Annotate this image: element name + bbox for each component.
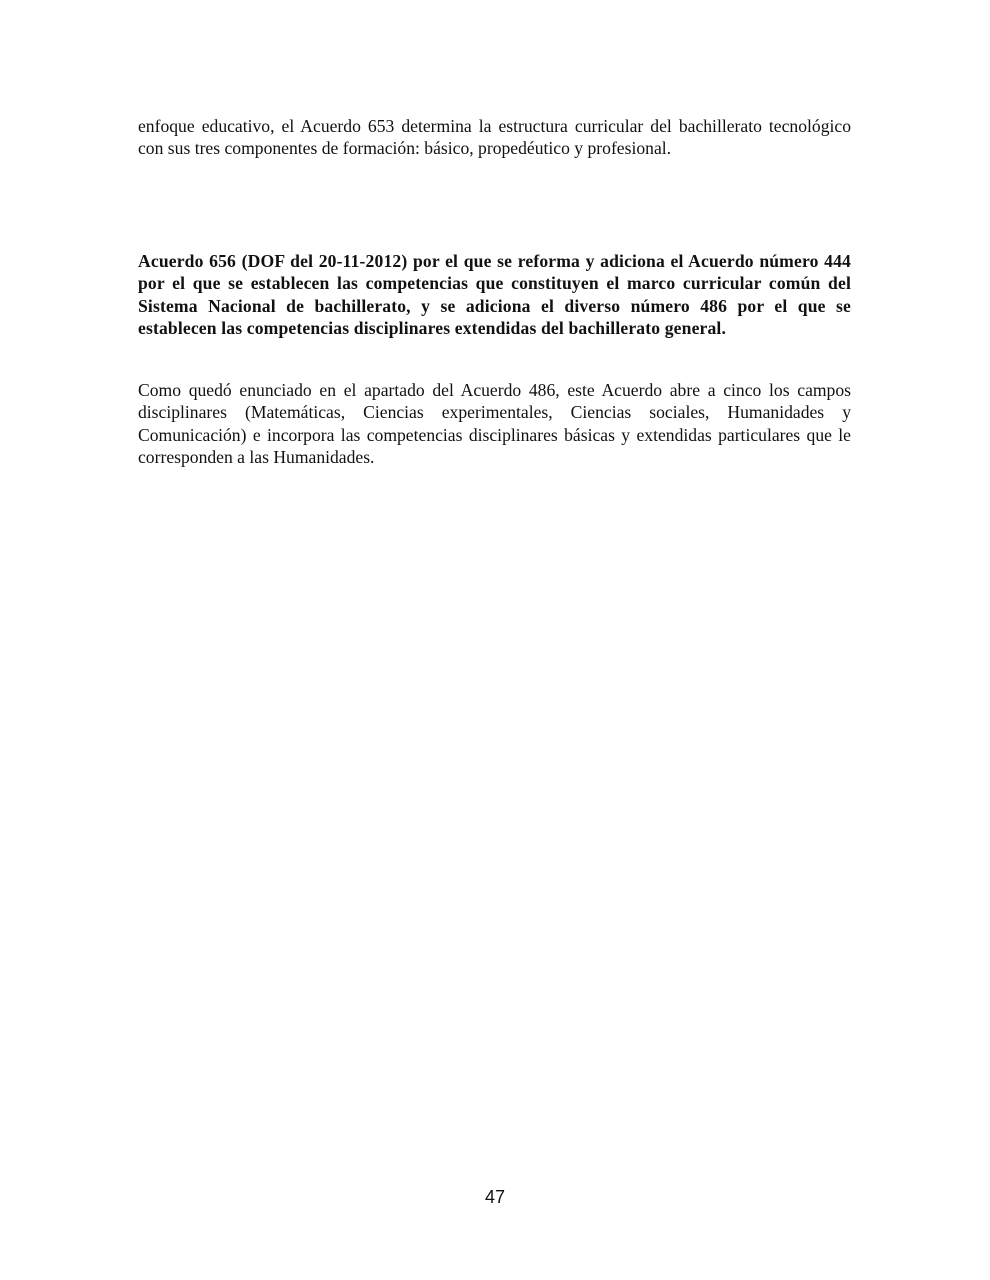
section-heading-acuerdo-656: Acuerdo 656 (DOF del 20-11-2012) por el que se reforma y adiciona el Acuerdo número 444 por el que se establecen las competencias que constituyen el marco curricular común del Sistema Nacional de bachillerato, y se adiciona el diverso número 486 por el que se establecen las competencias disciplinares extendidas del bachillerato general. <box>138 251 851 339</box>
intro-paragraph: enfoque educativo, el Acuerdo 653 determina la estructura curricular del bachillerato tecnológico con sus tres componentes de formación: básico, propedéutico y profesional. <box>138 116 851 159</box>
section-body-paragraph: Como quedó enunciado en el apartado del Acuerdo 486, este Acuerdo abre a cinco los campos disciplinares (Matemáticas, Ciencias experimentales, Ciencias sociales, Humanidades y Comunicación) e incorpora las competencias disciplinares básicas y extendidas particulares que le corresponden a las Humanidades. <box>138 380 851 468</box>
page-number: 47 <box>484 1187 506 1207</box>
